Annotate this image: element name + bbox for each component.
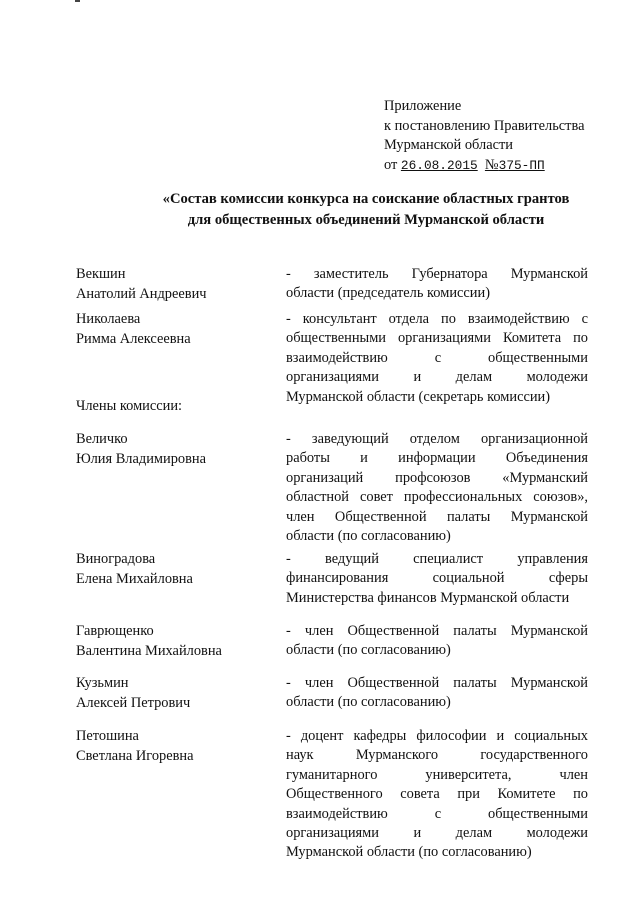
person-given-name: Елена Михайловна [76, 570, 193, 587]
person-given-name: Римма Алексеевна [76, 330, 191, 347]
role-line: взаимодействию с общественными [286, 805, 588, 822]
role-line: организациями и делам молодежи [286, 824, 588, 841]
person-role [286, 674, 588, 713]
role-line: работы и информации Объединения [286, 450, 588, 467]
title-line-1: «Состав комиссии конкурса на соискание областных грантов [162, 191, 570, 207]
role-line: - консультант отдела по взаимодействию с [286, 311, 588, 327]
person-name [76, 430, 286, 469]
role-line: Мурманской области (по согласованию) [286, 844, 532, 861]
role-line: - заведующий отделом организационной [286, 431, 588, 447]
role-line: области (председатель комиссии) [286, 285, 490, 302]
role-line: Министерства финансов Мурманской области [286, 589, 570, 606]
person-surname: Векшин [76, 266, 126, 282]
appendix-region: Мурманской области [384, 137, 513, 153]
appendix-date-line [384, 156, 624, 176]
role-line: организациями и делам молодежи [286, 369, 588, 386]
document-title [76, 189, 640, 231]
person-given-name: Алексей Петрович [76, 694, 191, 711]
person-role [286, 622, 588, 661]
person-given-name: Валентина Михайловна [76, 642, 222, 659]
appendix-resolution-ref: к постановлению Правительства [384, 117, 585, 134]
role-line: области (по согласованию) [286, 527, 451, 544]
person-given-name: Анатолий Андреевич [76, 285, 207, 302]
person-name [76, 727, 286, 766]
role-line: Общественного совета при Комитете по [286, 786, 588, 803]
person-name [76, 550, 286, 589]
role-line: организаций профсоюзов «Мурманский [286, 469, 588, 486]
person-role [286, 727, 588, 863]
role-line: области (по согласованию) [286, 694, 451, 711]
members-heading: Члены комиссии: [76, 398, 183, 414]
role-line: Мурманской области (секретарь комиссии) [286, 388, 551, 405]
person-name [76, 310, 286, 349]
person-given-name: Светлана Игоревна [76, 747, 194, 764]
resolution-date: 26.08.2015 [400, 157, 478, 173]
person-role [286, 430, 588, 546]
scan-corner-mark [75, 0, 80, 2]
person-role [286, 310, 588, 407]
role-line: наук Мурманского государственного [286, 747, 588, 764]
role-line: - ведущий специалист управления [286, 551, 588, 567]
resolution-number: 375-ПП [498, 157, 545, 173]
person-role [286, 550, 588, 608]
role-line: общественными организациями Комитета по [286, 330, 588, 347]
role-line: - заместитель Губернатора Мурманской [286, 266, 588, 282]
role-line: гуманитарного университета, член [286, 766, 588, 783]
person-role [286, 265, 588, 304]
person-surname: Кузьмин [76, 675, 129, 691]
appendix-header [384, 97, 624, 175]
appendix-label: Приложение [384, 98, 462, 114]
person-surname: Величко [76, 431, 128, 447]
role-line: - доцент кафедры философии и социальных [286, 728, 588, 744]
person-name [76, 674, 286, 713]
person-surname: Виноградова [76, 551, 156, 567]
role-line: член Общественной палаты Мурманской [286, 508, 588, 525]
role-line: финансирования социальной сферы [286, 570, 588, 587]
role-line: взаимодействию с общественными [286, 349, 588, 366]
person-name [76, 622, 286, 661]
person-name [76, 265, 286, 304]
date-prefix: от [384, 156, 398, 173]
person-surname: Николаева [76, 311, 141, 327]
role-line: - член Общественной палаты Мурманской [286, 623, 588, 639]
role-line: - член Общественной палаты Мурманской [286, 675, 588, 691]
person-surname: Гаврющенко [76, 623, 154, 639]
person-given-name: Юлия Владимировна [76, 450, 206, 467]
person-surname: Петошина [76, 728, 139, 744]
title-line-2: для общественных объединений Мурманской области [187, 212, 545, 228]
number-sign: № [484, 156, 499, 173]
role-line: области (по согласованию) [286, 642, 451, 659]
role-line: областной совет профессиональных союзов», [286, 489, 588, 506]
